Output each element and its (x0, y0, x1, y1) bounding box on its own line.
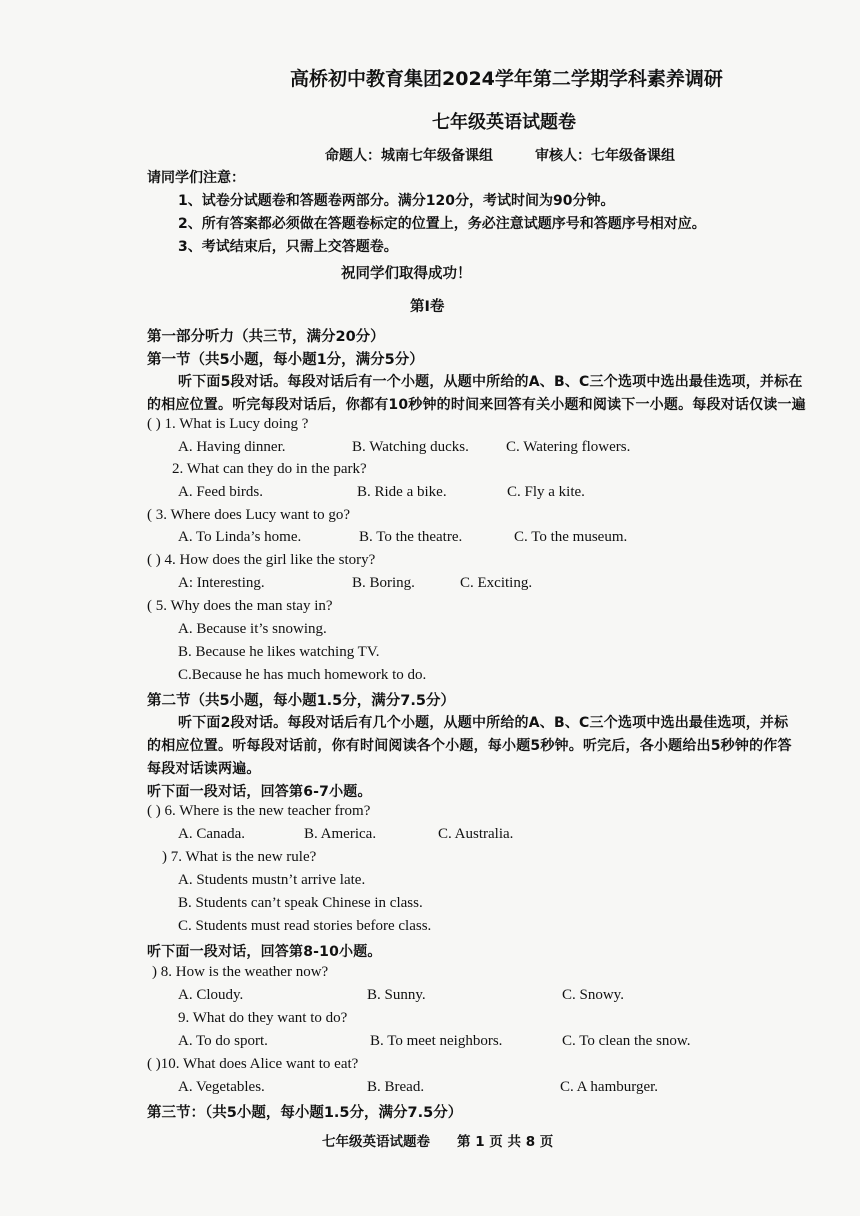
q10-option-a: A. Vegetables. (178, 1079, 265, 1095)
q3-option-a: A. To Linda’s home. (178, 529, 302, 545)
q1-option-c: C. Watering flowers. (506, 439, 631, 455)
q8-option-a: A. Cloudy. (178, 987, 244, 1003)
sec2-instruction-3: 每段对话读两遍。 (147, 761, 261, 777)
question-5: ( 5. Why does the man stay in? (147, 598, 333, 614)
q9-option-c: C. To clean the snow. (562, 1033, 691, 1049)
question-8: ) 8. How is the weather now? (152, 964, 329, 980)
q9-option-b: B. To meet neighbors. (370, 1033, 503, 1049)
q2-option-c: C. Fly a kite. (507, 484, 585, 500)
dialog2-instruction: 听下面一段对话，回答第8-10小题。 (147, 944, 382, 960)
page-footer: 七年级英语试题卷 第 1 页 共 8 页 (322, 1134, 554, 1150)
q5-option-a: A. Because it’s snowing. (178, 621, 327, 637)
notice-item-1: 1、试卷分试题卷和答题卷两部分。满分120分，考试时间为90分钟。 (178, 193, 615, 209)
question-4: ( ) 4. How does the girl like the story? (147, 552, 376, 568)
q4-option-a: A: Interesting. (178, 575, 265, 591)
q7-option-c: C. Students must read stories before class. (178, 918, 432, 934)
q2-option-b: B. Ride a bike. (357, 484, 447, 500)
author-line: 命题人：城南七年级备课组 审核人：七年级备课组 (325, 148, 675, 164)
sec1-instruction-1: 听下面5段对话。每段对话后有一个小题，从题中所给的A、B、C三个选项中选出最佳选项，并标在 (178, 374, 803, 390)
q6-option-b: B. America. (304, 826, 377, 842)
q5-option-c: C.Because he has much homework to do. (178, 667, 427, 683)
exam-subtitle: 七年级英语试题卷 (432, 112, 576, 133)
q6-option-a: A. Canada. (178, 826, 246, 842)
sec1-instruction-2: 的相应位置。听完每段对话后，你都有10秒钟的时间来回答有关小题和阅读下一小题。每段对话仅读一遍 (147, 397, 806, 413)
q4-option-c: C. Exciting. (460, 575, 533, 591)
q8-option-b: B. Sunny. (367, 987, 426, 1003)
notice-heading: 请同学们注意： (147, 170, 245, 186)
question-3: ( 3. Where does Lucy want to go? (147, 507, 350, 523)
q5-option-b: B. Because he likes watching TV. (178, 644, 380, 660)
q4-option-b: B. Boring. (352, 575, 415, 591)
sec2-instruction-2: 的相应位置。听每段对话前，你有时间阅读各个小题，每小题5秒钟。听完后，各小题给出5秒钟的作答 (147, 738, 792, 754)
sec2-heading: 第二节（共5小题，每小题1.5分，满分7.5分） (147, 693, 455, 709)
notice-item-3: 3、考试结束后，只需上交答题卷。 (178, 239, 398, 255)
sec1-heading: 第一节（共5小题，每小题1分，满分5分） (147, 352, 424, 368)
sec2-instruction-1: 听下面2段对话。每段对话后有几个小题，从题中所给的A、B、C三个选项中选出最佳选项，并标 (178, 715, 789, 731)
question-2: 2. What can they do in the park? (172, 461, 367, 477)
q3-option-c: C. To the museum. (514, 529, 628, 545)
part1-heading: 第一部分听力（共三节，满分20分） (147, 329, 385, 345)
q3-option-b: B. To the theatre. (359, 529, 463, 545)
wish-line: 祝同学们取得成功！ (341, 266, 472, 282)
exam-title: 高桥初中教育集团2024学年第二学期学科素养调研 (290, 68, 723, 90)
dialog1-instruction: 听下面一段对话，回答第6-7小题。 (147, 784, 372, 800)
q9-option-a: A. To do sport. (178, 1033, 268, 1049)
volume-heading: 第Ⅰ卷 (410, 299, 445, 315)
question-7: ) 7. What is the new rule? (162, 849, 317, 865)
notice-item-2: 2、所有答案都必须做在答题卷标定的位置上，务必注意试题序号和答题序号相对应。 (178, 216, 706, 232)
q7-option-b: B. Students can’t speak Chinese in class. (178, 895, 423, 911)
question-10: ( )10. What does Alice want to eat? (147, 1056, 359, 1072)
q6-option-c: C. Australia. (438, 826, 514, 842)
question-9: 9. What do they want to do? (178, 1010, 348, 1026)
question-1: ( ) 1. What is Lucy doing ? (147, 416, 309, 432)
q10-option-c: C. A hamburger. (560, 1079, 659, 1095)
q2-option-a: A. Feed birds. (178, 484, 263, 500)
question-6: ( ) 6. Where is the new teacher from? (147, 803, 371, 819)
q10-option-b: B. Bread. (367, 1079, 425, 1095)
q1-option-a: A. Having dinner. (178, 439, 286, 455)
q1-option-b: B. Watching ducks. (352, 439, 469, 455)
q7-option-a: A. Students mustn’t arrive late. (178, 872, 366, 888)
q8-option-c: C. Snowy. (562, 987, 624, 1003)
sec3-heading: 第三节：（共5小题，每小题1.5分，满分7.5分） (147, 1105, 463, 1121)
